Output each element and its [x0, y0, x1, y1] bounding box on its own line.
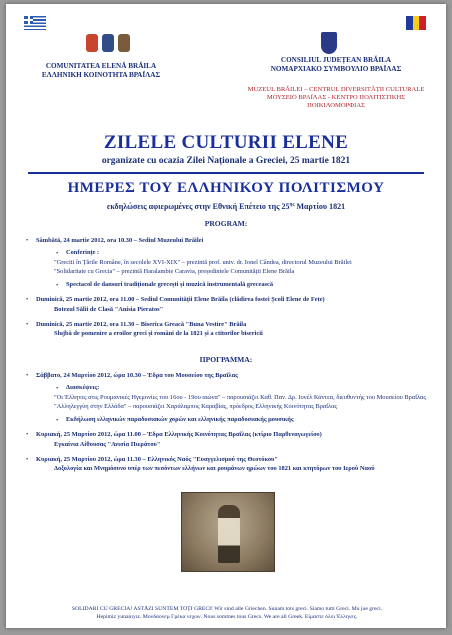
event-item: • Duminică, 25 martie 2012, ora 11.00 – Sediul Comunității Elene Brăila (clădirea fostei Școli Elene de Fete)	[24, 295, 434, 304]
poster-page	[6, 4, 446, 628]
program-heading-gr: ΠΡΟΓΡΑΜΜΑ:	[199, 355, 253, 364]
child-in-traditional-costume-photo	[181, 492, 275, 572]
program-gr	[24, 371, 434, 474]
child-figure	[218, 505, 240, 563]
solidarity-footer: SOLIDARI CU GRECIA! ASTĂZI SUNTEM TOȚI GRECI! Wir sind alle Griechen. Sunam tots greci. Siamo tutti Greci. Mu jue greci. Hepimiz yunanıyız. Μονδαονεμ Γρέκα νεχων. Nous sommes tous Grecs. We are all Greek. Είμαστε όλοι Έλληνες.	[71, 606, 383, 620]
program-ro	[24, 236, 434, 339]
event-detail: Εγκαίνια Αίθουσας "Ανισία Πιεράτου"	[54, 440, 161, 448]
greek-title: ΗΜΕΡΕΣ ΤΟΥ ΕΛΛΗΝΙΚΟΥ ΠΟΛΙΤΙΣΜΟΥ	[67, 180, 385, 196]
county-emblem-icon	[321, 32, 337, 54]
romanian-subtitle: organizate cu ocazia Zilei Naționale a Greciei, 25 martie 1821	[101, 156, 351, 166]
saint-icon	[86, 34, 98, 52]
county-council-name: CONSILIUL JUDEȚEAN BRĂILA ΝΟΜΑΡΧΙΑΚΟ ΣΥΜΒΟΥΛΙΟ ΒΡΑΪΛΑΣ	[270, 56, 402, 73]
event-item: • Κυριακή, 25 Μαρτίου 2012, ώρα 11.30 – Ελληνικός Ναός "Ευαγγελισμού της Θεοτόκου"	[24, 455, 434, 464]
event-detail: Slujbă de pomenire a eroilor greci și români de la 1821 și a ctitorilor bisericii	[54, 330, 263, 338]
saint-icon	[118, 34, 130, 52]
community-logos	[86, 34, 130, 52]
divider	[28, 172, 424, 174]
greek-community-name: COMUNITATEA ELENĂ BRĂILA ΕΛΛΗΝΙΚΗ ΚΟΙΝΟΤΗΤΑ ΒΡΑΪΛΑΣ	[41, 62, 161, 79]
conference-label: • Διασκέψεις:	[24, 383, 434, 392]
program-heading-ro: PROGRAM:	[204, 219, 248, 228]
greek-flag-icon	[24, 16, 46, 30]
event-item: • Κυριακή, 25 Μαρτίου 2012, ώρα 11.00 – Έδρα Ελληνικής Κοινότητας Βραΐλας (κτίριο Παρθεναγωγείου)	[24, 430, 434, 439]
conference-item: "Οι Έλληνες στις Ρουμανικές Ηγεμονίες του 16ου - 19ου αιώνα" – παρουσιάζει Καθ. Παν. Δρ. Ιονέλ Κάντεα, διευθυντής του Μουσείου Βραΐλας	[54, 393, 426, 401]
saint-icon	[102, 34, 114, 52]
greek-subtitle: εκδηλώσεις αφιερωμένες στην Εθνική Επέτειο της $25^{\eta\varsigma}$ Μαρτίου 1821	[106, 202, 346, 211]
conference-item: "Solidaritate cu Grecia" – prezintă Haralambie Caravia, președintele Comunității Elene Brăila	[54, 267, 295, 275]
event-detail: Botezul Sălii de Clasă "Anisia Pieratos"	[54, 305, 164, 313]
event-item: • Σάββατο, 24 Μαρτίου 2012, ώρα 10.30 – Έδρα του Μουσείου της Βραΐλας	[24, 371, 434, 380]
romanian-flag-icon	[406, 16, 426, 30]
event-detail: Δοξολογία και Μνημόσυνο υπέρ των πεσόντων ελλήνων και ρουμάνων ηρώων του 1821 και κτητόρων του Ιερού Ναού	[54, 465, 375, 473]
show-item: • Spectacol de dansuri tradiționale grecești și muzică instrumentală grecească	[24, 280, 434, 289]
show-item: • Εκδήλωση ελληνικών παραδοσιακών χορών και ελληνικής παραδοσιακής μουσικής	[24, 415, 434, 424]
conference-item: "Greciii în Țările Române, în secolele XVI-XIX" – prezintă prof. univ. dr. Ionel Cândea, directorul Muzeului Brăilei	[54, 258, 352, 266]
romanian-title: ZILELE CULTURII ELENE	[103, 132, 349, 153]
museum-name: MUZEUL BRĂILEI – CENTRUL DIVERSITĂȚII CULTURALE ΜΟΥΣΕΙΟ ΒΡΑΪΛΑΣ - ΚΕΝΤΡΟ ΠΟΛΙΤΙΣΤΙΚΗΣ ΠΟΙΚΙΛΟΜΟΡΦΙΑΣ	[247, 86, 425, 110]
conference-item: "Αλληλεγγύη στην Ελλάδα" – παρουσιάζει Χαράλαμπος Καραβίας, πρόεδρος Ελληνικής Κοινότητας Βραΐλας	[54, 402, 337, 410]
conference-label: • Conferințe :	[24, 248, 434, 257]
event-item: • Duminică, 25 martie 2012, ora 11.30 – Biserica Greacă "Buna Vestire" Brăila	[24, 320, 434, 329]
event-item: • Sâmbătă, 24 martie 2012, ora 10.30 – Sediul Muzeului Brăilei	[24, 236, 434, 245]
